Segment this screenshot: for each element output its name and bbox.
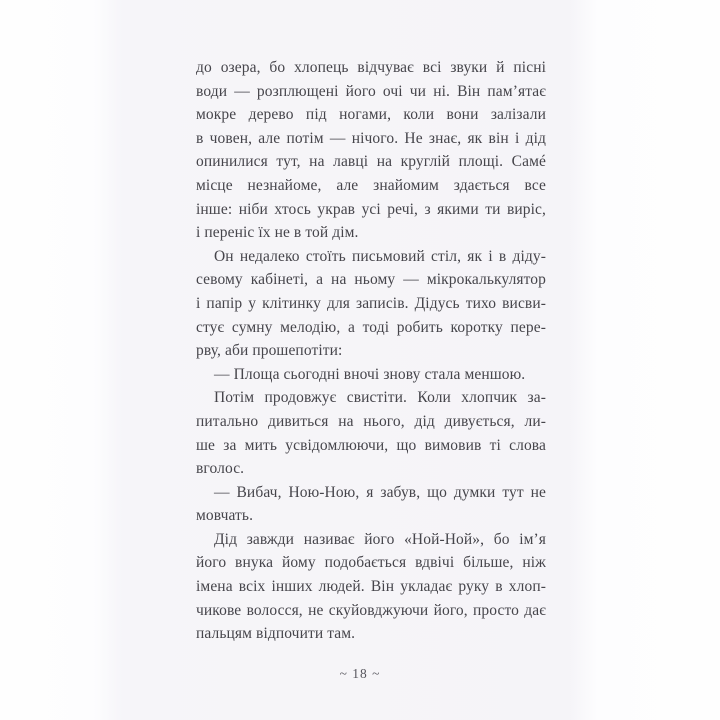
paragraph — [196, 528, 546, 646]
text-line: питально дивиться на нього, дід дивується, ли- — [196, 412, 546, 430]
text-line: — Вибач, Ною-Ною, я забув, що думки тут не — [214, 483, 546, 501]
text-line: рву, аби прошепотіти: — [196, 342, 343, 360]
text-line: до озера, бо хлопець відчуває всі звуки й пісні — [196, 59, 546, 76]
text-line: в човен, але потім — нічого. Не знає, як він і дід — [196, 129, 546, 147]
text-line: опинилися тут, на лавці на круглій площі. Самé — [196, 153, 546, 171]
text-line: води — розплющені його очі чи ні. Він пам’ятає — [196, 82, 546, 100]
text-line: місце незнайоме, але знайомим здається все — [196, 176, 546, 194]
text-line: стує сумну мелодію, а тоді робить коротку пере- — [196, 318, 546, 336]
text-line: його внука йому подобається вдвічі більше, ніж — [196, 554, 546, 572]
paragraph — [196, 481, 546, 528]
paragraph — [196, 245, 546, 363]
text-block — [196, 56, 546, 646]
text-line: ше за мить усвідомлюючи, що вимовив ті слова — [196, 436, 546, 454]
page-number: ~ 18 ~ — [339, 666, 381, 681]
text-line: пальцям відпочити там. — [196, 625, 356, 643]
text-line: і переніс їх не в той дім. — [196, 224, 359, 242]
text-line: мокре дерево під ногами, коли вони залізали — [196, 106, 546, 124]
text-line: Потім продовжує свистіти. Коли хлопчик за- — [214, 389, 546, 407]
text-line: чикове волосся, не скуйовджуючи його, просто дає — [196, 601, 546, 619]
text-line: севому кабінеті, а на ньому — мікрокалькулятор — [196, 271, 546, 289]
text-line: інше: ніби хтось украв усі речі, з якими ти виріс, — [196, 200, 546, 218]
text-line: мовчать. — [196, 507, 254, 525]
text-line: — Площа сьогодні вночі знову стала меншою. — [214, 365, 526, 383]
text-line: вголос. — [196, 460, 245, 478]
paragraph — [196, 56, 546, 245]
text-line: і папір у клітинку для записів. Дідусь тихо висви- — [196, 294, 546, 312]
paragraph — [196, 386, 546, 480]
paragraph — [196, 363, 546, 387]
text-line: імена всіх інших людей. Він укладає руку в хлоп- — [196, 578, 546, 596]
text-line: Дід завжди називає його «Ной-Ной», бо ім’я — [214, 530, 546, 548]
text-line: Он недалеко стоїть письмовий стіл, як і в діду- — [214, 247, 546, 265]
